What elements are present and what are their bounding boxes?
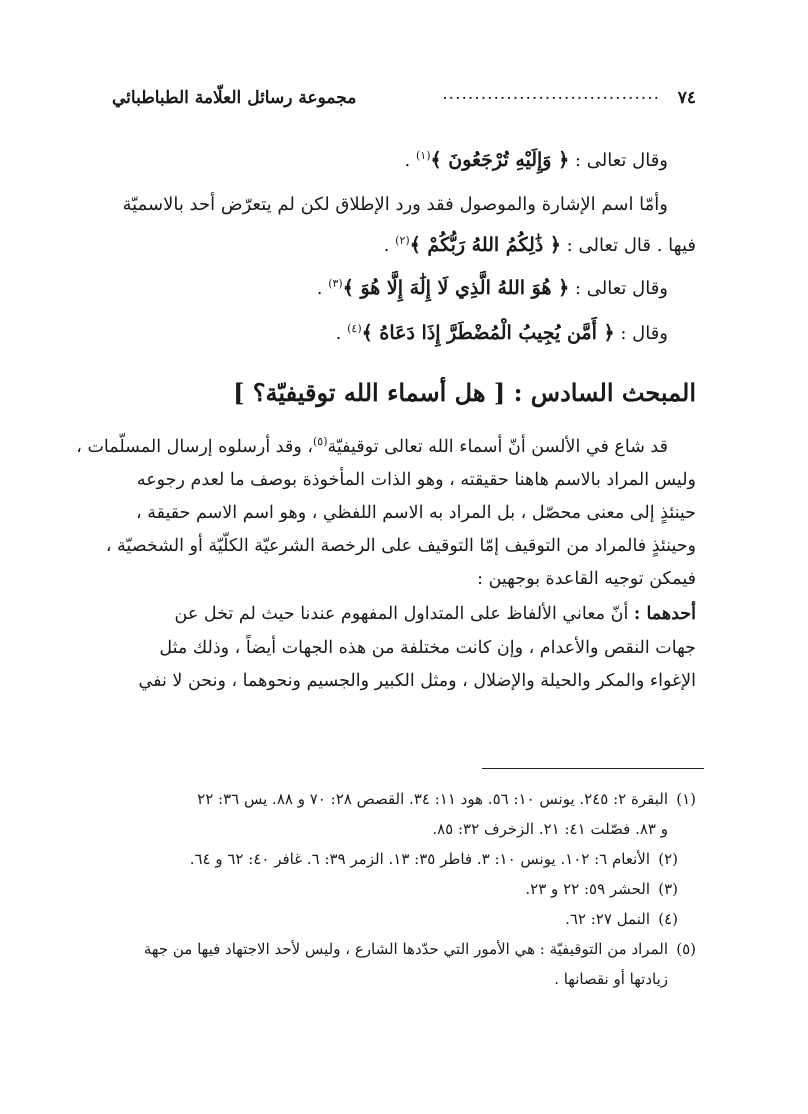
page-number: ٧٤ bbox=[677, 88, 696, 108]
footnote-ref: (٢) bbox=[395, 234, 410, 247]
footnote-text: النمل ٢٧: ٦٢. bbox=[565, 910, 650, 928]
footnotes bbox=[112, 784, 696, 994]
running-header bbox=[112, 84, 696, 118]
text-line: حينئذٍ إلى معنى محصّل ، بل المراد به الاسم اللفظي ، وهو اسم الاسم حقيقة ، bbox=[136, 502, 696, 523]
text-span: أنّ معاني الألفاظ على المتداول المفهوم عندنا حيث لم تخل عن bbox=[174, 603, 629, 624]
quran-verse: ﴿ أَمَّن يُجِيبُ الْمُضْطَرَّ إِذَا دَعَاهُ ﴾ bbox=[361, 322, 615, 344]
main-text bbox=[76, 136, 696, 698]
text-span: ، وقد أرسلوه إرسال المسلّمات ، bbox=[76, 436, 313, 457]
footnote bbox=[112, 934, 696, 964]
footnote bbox=[112, 904, 696, 934]
text-line: وحينئذٍ فالمراد من التوقيف إمّا التوقيف على الرخصة الشرعيّة الكلّيّة أو الشخصيّة ، bbox=[105, 535, 696, 556]
footnote-number: (٤) bbox=[658, 910, 678, 928]
footnote-continuation: و ٨٣. فصّلت ٤١: ٢١. الزخرف ٣٢: ٨٥. bbox=[432, 820, 668, 838]
footnote bbox=[112, 844, 696, 874]
text-span: وقال تعالى : bbox=[569, 150, 668, 171]
footnote-ref: (٥) bbox=[313, 435, 328, 448]
verse-line bbox=[112, 309, 696, 354]
footnote-text: المراد من التوقيفيّة : هي الأمور التي حدّدها الشارع ، وليس لأحد الاجتهاد فيها من جهة bbox=[143, 940, 668, 958]
footnote bbox=[112, 784, 696, 814]
text-span: . bbox=[383, 235, 396, 256]
text-span: . bbox=[316, 278, 329, 299]
book-title: مجموعة رسائل العلّامة الطباطبائي bbox=[112, 88, 357, 108]
text-span: وقال : bbox=[614, 323, 668, 344]
paragraph bbox=[76, 425, 696, 596]
text-span: وأمّا اسم الإشارة والموصول فقد ورد الإطلاق لكن لم يتعرّض أحد بالاسميّة bbox=[122, 194, 668, 215]
text-line: فيمكن توجيه القاعدة بوجهين : bbox=[477, 568, 696, 589]
section-heading: المبحث السادس : [ هل أسماء الله توقيفيّة؟ ] bbox=[233, 378, 696, 407]
footnote-text: البقرة ٢: ٢٤٥. يونس ١٠: ٥٦. هود ١١: ٣٤. القصص ٢٨: ٧٠ و ٨٨. يس ٣٦: ٢٢ bbox=[197, 790, 668, 808]
footnote-text: الحشر ٥٩: ٢٢ و ٢٣. bbox=[525, 880, 650, 898]
text-line: وليس المراد بالاسم هاهنا حقيقته ، وهو الذات المأخوذة بوصف ما لعدم رجوعه bbox=[136, 469, 696, 490]
footnote-number: (١) bbox=[676, 790, 696, 808]
quran-verse: ﴿ هُوَ اللهُ الَّذِي لَا إِلَٰهَ إِلَّا هُوَ ﴾ bbox=[342, 277, 570, 299]
text-span: . bbox=[404, 150, 416, 171]
text-span: وقال تعالى : bbox=[569, 278, 668, 299]
quran-verse: ﴿ ذَٰلِكُمُ اللهُ رَبُّكُمْ ﴾ bbox=[409, 234, 561, 256]
text-span: قد شاع في الألسن أنّ أسماء الله تعالى توقيفيّة bbox=[327, 436, 668, 457]
footnote-number: (٣) bbox=[658, 880, 678, 898]
text-span: فيها . قال تعالى : bbox=[560, 235, 696, 256]
text-line: جهات النقص والأعدام ، وإن كانت مختلفة من هذه الجهات أيضاً ، وذلك مثل bbox=[159, 637, 696, 658]
footnote-ref: (١) bbox=[415, 149, 431, 162]
verse-line bbox=[112, 136, 696, 181]
header-leader-dots: .................................. bbox=[442, 84, 660, 104]
text-line bbox=[112, 187, 696, 223]
footnote-ref: (٤) bbox=[347, 322, 362, 335]
footnote-divider bbox=[482, 768, 704, 769]
footnote-text: الأنعام ٦: ١٠٢. يونس ١٠: ٣. فاطر ٣٥: ١٣. الزمر ٣٩: ٦. غافر ٤٠: ٦٢ و ٦٤. bbox=[189, 850, 650, 868]
text-line bbox=[76, 425, 696, 464]
quran-verse: ﴿ وَإِلَيْهِ تُرْجَعُونَ ﴾ bbox=[430, 149, 570, 171]
footnote-ref: (٣) bbox=[328, 277, 343, 290]
text-line: الإغواء والمكر والحيلة والإضلال ، ومثل الكبير والجسيم ونحوهما ، ونحن لا نفي bbox=[138, 670, 696, 691]
footnote bbox=[112, 874, 696, 904]
text-line bbox=[112, 596, 696, 632]
footnote-continuation: زيادتها أو نقصانها . bbox=[554, 970, 668, 988]
paragraph-lead: أحدهما : bbox=[633, 603, 696, 624]
footnote-number: (٢) bbox=[658, 850, 678, 868]
paragraph bbox=[112, 596, 696, 698]
verse-line bbox=[112, 264, 696, 309]
text-span: . bbox=[335, 323, 348, 344]
verse-line bbox=[112, 223, 696, 264]
footnote-number: (٥) bbox=[676, 940, 696, 958]
